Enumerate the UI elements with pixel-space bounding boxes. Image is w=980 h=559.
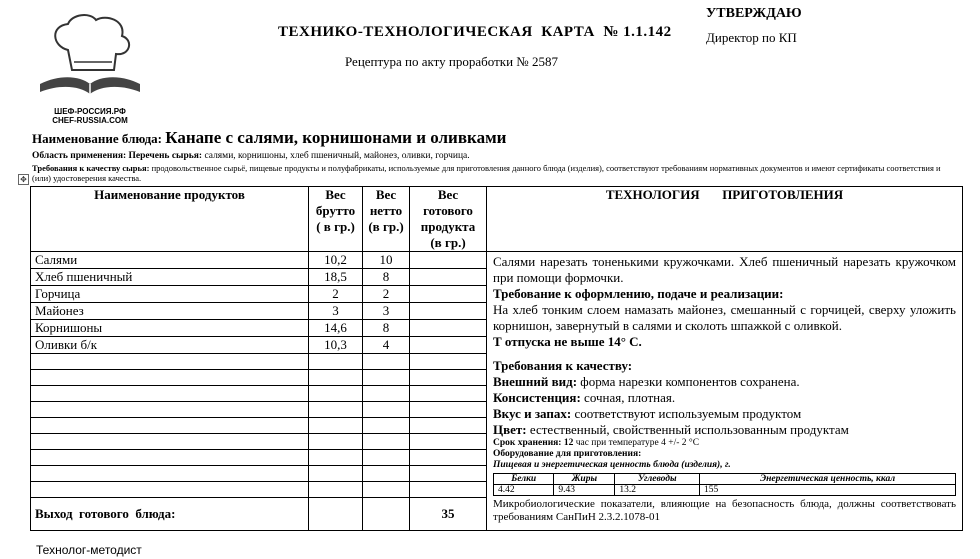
carbs-value: 13.2 [615,485,700,496]
color-text: естественный, свойственный использованным продуктам [529,422,849,437]
serve-text: На хлеб тонким слоем намазать майонез, смешанный с горчицей, сверху уложить корнишон, завернутый в салями и сколоть шпажкой с оливкой. [493,302,956,333]
table-row [31,252,963,269]
micro-text: Микробиологические показатели, влияющие на безопасность блюда, должны соответствовать требованиям СанПиН 2.3.2.1078-01 [493,498,956,523]
gross-weight: 10,2 [309,252,363,269]
recipe-table [30,186,963,531]
ready-weight [410,286,487,303]
ready-weight [410,252,487,269]
col-ready-header: Вес готового продукта (в гр.) [410,187,487,252]
ready-weight [410,269,487,286]
net-weight: 8 [363,320,410,337]
ready-weight [410,320,487,337]
raw-list: салями, корнишоны, хлеб пшеничный, майонез, оливки, горчица. [204,151,470,161]
scope-line [32,151,470,161]
technologist-signature: Технолог-методист [36,543,142,557]
net-weight: 10 [363,252,410,269]
table-header-row [31,187,963,252]
col-tech-header: ТЕХНОЛОГИЯ ПРИГОТОВЛЕНИЯ [487,187,963,252]
product-name: Хлеб пшеничный [31,269,309,286]
yield-label: Выход готового блюда: [31,498,309,531]
chef-hat-book-icon [30,12,150,102]
quality-req-text: продовольственное сырьё, пищевые продукты и полуфабрикаты, используемые для приготовления данного блюда (изделия), соответствуют требованиям нормативных документов и имеют сертификаты соответствия и (или) удостоверения качества. [32,163,941,183]
technology-cell: Салями нарезать тоненькими кружочками. Хлеб пшеничный нарезать кружочком при помощи формочки. Требование к оформлению, подаче и реализации: На хлеб тонким слоем намазать майонез, смешанный с горчицей, сверху уложить корнишон, завернутый в салями и сколоть шпажкой с оливкой. Т отпуска не выше 14° С. Требования к качеству: Внешний вид: форма нарезки компонентов сохранена. Консистенция: сочная, плотная. Вкус и запах: соответствуют используемым продуктом Цвет: естественный, свойственный использованным продуктам Срок хранения: 12 час при температуре 4 +/- 2 °С Оборудование для приготовления: Пищевая и энергетическая ценность блюда (изделия), г. Белки Жиры Углеводы Энергетическая ценность, ккал 4.42 9.43 13.2 155 Микробиологические показатели, влияющие на безопасность блюда, должны соответствовать требованиям СанПиН 2.3.2.1078-01 [487,252,963,531]
taste-text: соответствуют используемым продуктом [574,406,802,421]
col-gross-header: Вес брутто ( в гр.) [309,187,363,252]
product-name: Оливки б/к [31,337,309,354]
ready-weight [410,303,487,320]
net-weight: 2 [363,286,410,303]
dish-name-line [32,128,506,148]
product-name: Майонез [31,303,309,320]
raw-list-label: Перечень сырья: [128,151,203,161]
net-weight: 8 [363,269,410,286]
serve-title: Требование к оформлению, подаче и реализации: [493,286,784,301]
appearance-text: форма нарезки компонентов сохранена. [580,374,800,389]
net-weight: 3 [363,303,410,320]
fat-value: 9.43 [554,485,615,496]
product-name: Салями [31,252,309,269]
card-title: ТЕХНИКО-ТЕХНОЛОГИЧЕСКАЯ КАРТА № 1.1.142 [278,24,672,40]
serve-temp: Т отпуска не выше 14° С. [493,334,642,349]
protein-value: 4.42 [494,485,554,496]
energy-header: Энергетическая ценность, ккал [700,474,956,485]
col-net-header: Вес нетто (в гр.) [363,187,410,252]
fat-header: Жиры [554,474,615,485]
gross-weight: 10,3 [309,337,363,354]
dish-name: Канапе с салями, корнишонами и оливками [165,128,507,147]
shelf-life: час при температуре 4 +/- 2 °С [575,438,700,448]
prep-text: Салями нарезать тоненькими кружочками. Хлеб пшеничный нарезать кружочком при помощи формочки. [493,254,956,285]
logo [30,12,150,127]
gross-weight: 2 [309,286,363,303]
product-name: Корнишоны [31,320,309,337]
yield-value: 35 [410,498,487,531]
logo-text-ru: ШЕФ-РОССИЯ.РФ [54,107,126,116]
equipment-label: Оборудование для приготовления: [493,449,642,459]
net-weight: 4 [363,337,410,354]
protein-header: Белки [494,474,554,485]
scope-label: Область применения: [32,151,127,161]
col-product-header: Наименование продуктов [31,187,309,252]
table-move-handle-icon[interactable]: ✥ [18,174,29,185]
gross-weight: 14,6 [309,320,363,337]
consistency-text: сочная, плотная. [584,390,676,405]
gross-weight: 3 [309,303,363,320]
product-name: Горчица [31,286,309,303]
ready-weight [410,337,487,354]
director-label: Директор по КП [706,30,797,45]
nutrition-table [493,473,956,496]
recipe-subtitle: Рецептура по акту проработки № 2587 [345,54,558,69]
dish-label: Наименование блюда: [32,131,162,146]
gross-weight: 18,5 [309,269,363,286]
quality-title: Требования к качеству: [493,358,633,373]
quality-requirements [32,163,952,183]
quality-req-label: Требования к качеству сырья: [32,163,150,173]
approve-label: УТВЕРЖДАЮ [706,6,802,21]
logo-text-en: CHEF-RUSSIA.COM [52,116,128,125]
nutrition-label: Пищевая и энергетическая ценность блюда (изделия), г. [493,460,731,470]
energy-value: 155 [700,485,956,496]
carbs-header: Углеводы [615,474,700,485]
